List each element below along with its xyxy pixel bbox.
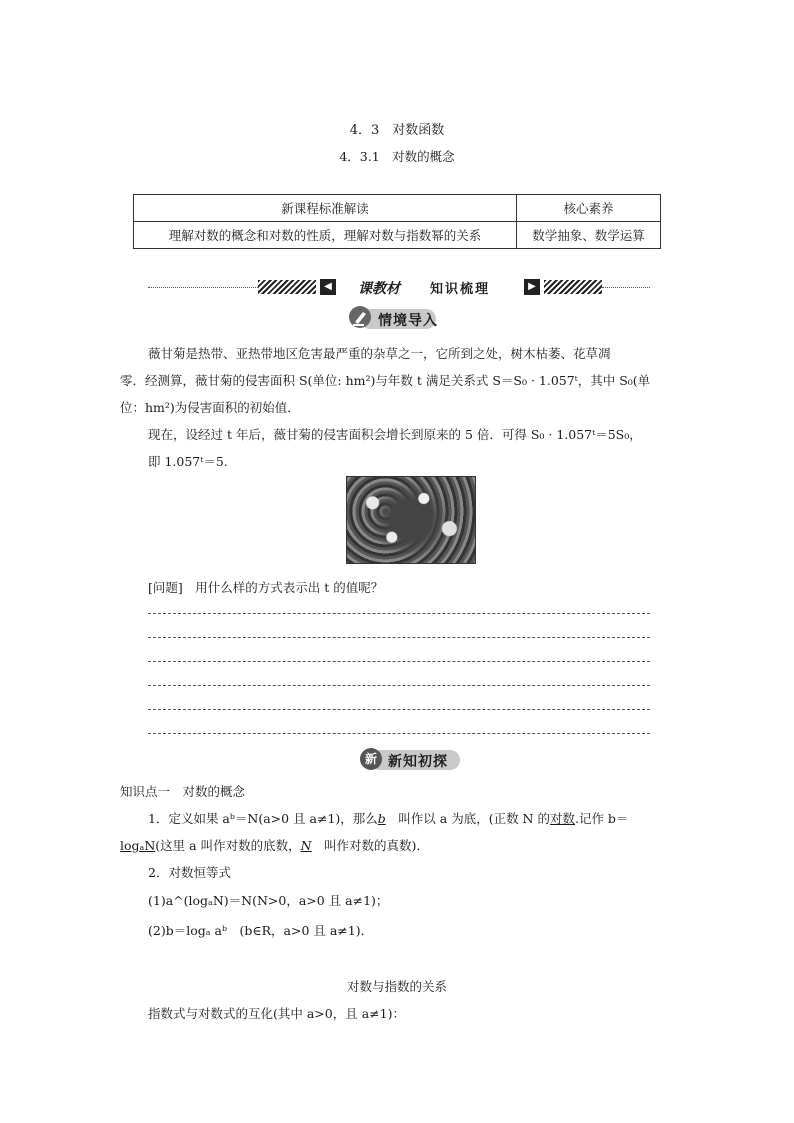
item1-text-e: (这里 a 叫作对数的底数，: [155, 838, 301, 853]
answer-line: [148, 661, 650, 662]
item2-title: 2．对数恒等式: [148, 865, 231, 880]
plant-photo: [346, 476, 476, 564]
answer-line: [148, 733, 650, 734]
intro-question: [问题] 用什么样的方式表示出 t 的值呢？: [148, 580, 384, 595]
knowledge-heading: 新知初探: [388, 754, 448, 770]
item1-text-c: 叫作以 a 为底，(正数 N 的: [385, 811, 550, 826]
banner-right-label: 知识梳理: [430, 282, 491, 297]
table-cell: 理解对数的概念和对数的性质，理解对数与指数幂的关系: [134, 222, 517, 249]
pen-icon: [348, 305, 372, 329]
item1-text-d: .记作 b＝: [574, 811, 629, 826]
item1-blank-logaN: logₐN: [120, 838, 156, 853]
banner-rule-right: [602, 287, 650, 288]
intro-para2-line2: 即 1.057ᵗ＝5.: [148, 454, 228, 469]
item1-text-f: 叫作对数的真数)．: [311, 838, 429, 853]
answer-line: [148, 709, 650, 710]
intro-heading: 情境导入: [378, 313, 438, 329]
answer-line: [148, 613, 650, 614]
identity-1: (1)a^(logₐN)＝N(N>0，a>0 且 a≠1)；: [148, 893, 389, 908]
section-title: 4．3 对数函数: [349, 123, 445, 138]
subsection-title: 4．3.1 对数的概念: [339, 149, 455, 164]
answer-line: [148, 637, 650, 638]
table-cell: 数学抽象、数学运算: [517, 222, 661, 249]
item1-blank-b: b: [377, 811, 386, 826]
table-header-row: [134, 195, 661, 222]
answer-line: [148, 685, 650, 686]
relation-title: 对数与指数的关系: [346, 979, 447, 994]
arrow-right-icon: ▶: [524, 279, 540, 295]
intro-para1-line1: 薇甘菊是热带、亚热带地区危害最严重的杂草之一，它所到之处，树木枯萎、花草凋: [148, 346, 611, 361]
new-knowledge-icon: 新: [360, 748, 382, 770]
banner-hatch-left: [258, 280, 316, 294]
intro-para1-line2: 零．经测算，薇甘菊的侵害面积 S(单位: hm²)与年数 t 满足关系式 S＝S₀ · 1.057ᵗ，其中 S₀(单: [120, 373, 651, 388]
item1-blank-log: 对数: [549, 811, 575, 826]
item1-text-a: 1．定义如果 aᵇ＝N(a>0 且 a≠1)，那么: [148, 811, 378, 826]
banner-left-label: 课教材: [358, 281, 400, 297]
item1-line1: [148, 809, 628, 827]
arrow-left-icon: ◀: [320, 279, 336, 295]
item1-blank-N: N: [300, 838, 312, 853]
banner-rule-left: [148, 287, 258, 288]
banner-hatch-right: [544, 280, 602, 294]
intro-para2-line1: 现在，设经过 t 年后，薇甘菊的侵害面积会增长到原来的 5 倍．可得 S₀ · 1.057ᵗ＝5S₀，: [148, 427, 642, 442]
table-row: [134, 222, 661, 249]
table-header-cell: 核心素养: [517, 195, 661, 222]
table-header-cell: 新课程标准解读: [134, 195, 517, 222]
standards-table: [133, 194, 661, 249]
item1-line2: [120, 836, 429, 854]
intro-para1-line3: 位：hm²)为侵害面积的初始值．: [120, 400, 300, 415]
point1-title: 知识点一 对数的概念: [120, 784, 246, 799]
identity-2: (2)b＝logₐ aᵇ (b∈R，a>0 且 a≠1)．: [148, 923, 374, 938]
relation-text: 指数式与对数式的互化(其中 a>0，且 a≠1)：: [148, 1006, 405, 1021]
